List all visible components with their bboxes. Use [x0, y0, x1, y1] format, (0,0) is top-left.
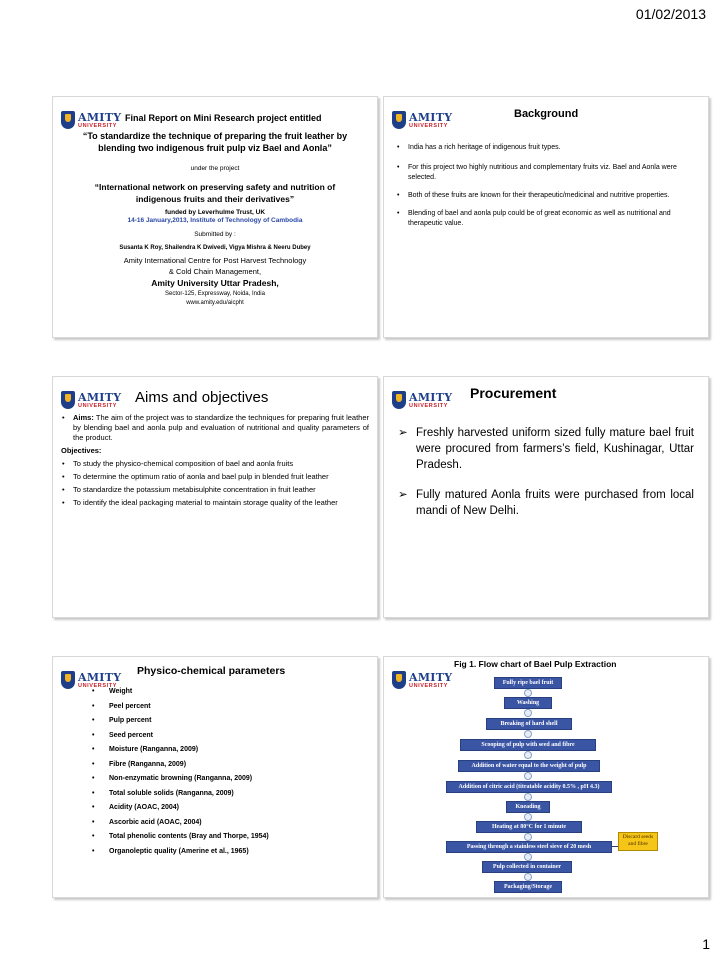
list-item: • Total soluble solids (Ranganna, 2009)	[91, 787, 369, 802]
flow-arrow-icon	[524, 873, 532, 881]
logo-word: AMITY	[78, 111, 122, 124]
flow-arrow-icon	[524, 793, 532, 801]
submitted-by: Submitted by :	[194, 231, 236, 238]
slide-heading: Procurement	[470, 385, 557, 401]
slide-flowchart	[383, 656, 709, 898]
aims-text: The aim of the project was to standardize the techniques for preparing fruit leather by blending bael and aonla pulp and evaluation of nutritional and quality parameters of the product.	[73, 413, 370, 442]
slide-procurement	[383, 376, 709, 618]
amity-logo	[392, 671, 453, 693]
flow-step: Addition of water equal to the weight of pulp	[458, 760, 600, 772]
arrow-bullet-icon: ➢	[398, 427, 408, 439]
flow-step: Fully ripe bael fruit	[494, 677, 562, 689]
aims-block: • Aims: The aim of the project was to standardize the techniques for preparing fruit leather by blending bael and aonla pulp and evaluation of nutritional and quality parameters of the product. Objectives: • To study the physico-chemical composition of bael and aonla fruits • To determine the optimum ratio of aonla and bael pulp in blended fruit leather • To standardize the potassium metabisulphite concentration in fruit leather • To identify the ideal packaging material to maintain storage quality of the leather	[61, 413, 369, 508]
amity-logo	[61, 391, 122, 413]
logo-sub: UNIVERSITY	[78, 123, 118, 129]
background-list	[396, 143, 698, 229]
flow-step: Washing	[504, 697, 552, 709]
network-title: “International network on preserving safety and nutrition of indigenous fruits and their derivatives”	[94, 182, 336, 204]
report-heading: Final Report on Mini Research project entitled	[125, 113, 322, 123]
flow-arrow-icon	[524, 730, 532, 738]
list-item: Fully matured Aonla fruits were purchased from local mandi of New Delhi.	[416, 489, 694, 517]
list-item: • Blending of bael and aonla pulp could be of great economic as well as nutritional and therapeutic value.	[396, 209, 698, 229]
slide-background	[383, 96, 709, 338]
slide-title	[52, 96, 378, 338]
slide-heading: Physico-chemical parameters	[137, 665, 286, 677]
logo-word: AMITY	[78, 671, 122, 684]
list-item: • Ascorbic acid (AOAC, 2004)	[91, 816, 369, 831]
logo-sub: UNIVERSITY	[409, 403, 449, 409]
objectives-label: Objectives:	[61, 446, 102, 455]
list-item: • India has a rich heritage of indigenous fruit types.	[396, 143, 698, 153]
list-item: • To identify the ideal packaging material to maintain storage quality of the leather	[61, 498, 369, 508]
list-item: • Seed percent	[91, 729, 369, 744]
project-title: “To standardize the technique of preparing the fruit leather by blending two indigenous fruit pulp viz Bael and Aonla”	[82, 131, 348, 153]
list-item: • Weight	[91, 685, 369, 700]
flow-step: Breaking of hard shell	[486, 718, 572, 730]
flow-step: Kneading	[506, 801, 550, 813]
under-project: under the project	[190, 165, 240, 172]
header-date: 01/02/2013	[635, 6, 706, 22]
flow-arrow-icon	[524, 751, 532, 759]
arrow-bullet-icon: ➢	[398, 489, 408, 501]
funded-by: funded by Leverhulme Trust, UK	[164, 209, 266, 216]
shield-icon	[61, 671, 75, 689]
logo-sub: UNIVERSITY	[78, 403, 118, 409]
list-item: • Total phenolic contents (Bray and Thorpe, 1954)	[91, 830, 369, 845]
list-item: • Acidity (AOAC, 2004)	[91, 801, 369, 816]
flow-step: Packaging/Storage	[494, 881, 562, 893]
centre-line-2: & Cold Chain Management,	[168, 267, 262, 276]
slide-aims	[52, 376, 378, 618]
list-item: Freshly harvested uniform sized fully mature bael fruit were procured from farmers’s field, Kushinagar, Uttar Pradesh.	[416, 427, 694, 471]
slide-parameters	[52, 656, 378, 898]
shield-icon	[392, 391, 406, 409]
flow-arrow-icon	[524, 813, 532, 821]
list-item: • Both of these fruits are known for their therapeutic/medicinal and nutritive properties.	[396, 191, 698, 201]
list-item: • Pulp percent	[91, 714, 369, 729]
address: Sector-125, Expressway, Noida, India	[165, 291, 265, 297]
list-item: • To standardize the potassium metabisulphite concentration in fruit leather	[61, 485, 369, 495]
logo-word: AMITY	[409, 391, 453, 404]
list-item: • Non-enzymatic browning (Ranganna, 2009)	[91, 772, 369, 787]
flow-step: Passing through a stainless steel sieve of 20 mesh	[446, 841, 612, 853]
logo-sub: UNIVERSITY	[409, 123, 449, 129]
flow-step: Heating at 80°C for 1 minute	[476, 821, 582, 833]
logo-word: AMITY	[78, 391, 122, 404]
event-line: 14-16 January,2013, Institute of Technology of Cambodia	[127, 217, 303, 224]
slide-heading: Background	[514, 108, 579, 120]
centre-line: Amity International Centre for Post Harvest Technology	[123, 256, 307, 265]
shield-icon	[392, 671, 406, 689]
list-item: • Organoleptic quality (Amerine et al., 1965)	[91, 845, 369, 860]
list-item: • To determine the optimum ratio of aonla and bael pulp in blended fruit leather	[61, 472, 369, 482]
aims-label: Aims:	[73, 413, 94, 422]
logo-word: AMITY	[409, 111, 453, 124]
logo-sub: UNIVERSITY	[78, 683, 118, 689]
objectives-list	[61, 459, 369, 508]
flow-arrow-icon	[524, 833, 532, 841]
list-item: • Moisture (Ranganna, 2009)	[91, 743, 369, 758]
logo-word: AMITY	[409, 671, 453, 684]
university-name: Amity University Uttar Pradesh,	[151, 278, 279, 288]
shield-icon	[61, 391, 75, 409]
procurement-list	[398, 425, 694, 519]
flow-step: Pulp collected in container	[482, 861, 572, 873]
page-number: 1	[702, 936, 710, 952]
shield-icon	[392, 111, 406, 129]
flow-arrow-icon	[524, 772, 532, 780]
list-item: • Fibre (Ranganna, 2009)	[91, 758, 369, 773]
discard-box: Discard seeds and fibre	[618, 832, 658, 851]
slide-heading: Aims and objectives	[135, 389, 269, 406]
flow-arrow-icon	[524, 853, 532, 861]
website-link[interactable]: www.amity.edu/aicpht	[186, 300, 244, 306]
parameters-list	[91, 685, 369, 859]
amity-logo	[392, 391, 453, 413]
flow-step: Addition of citric acid (titratable acidity 0.5% , pH 4.3)	[446, 781, 612, 793]
flow-step: Scooping of pulp with seed and fibre	[460, 739, 596, 751]
shield-icon	[61, 111, 75, 129]
flowchart-title: Fig 1. Flow chart of Bael Pulp Extraction	[454, 659, 617, 669]
flow-arrow-icon	[524, 709, 532, 717]
authors: Susanta K Roy, Shailendra K Dwivedi, Vigya Mishra & Neeru Dubey	[119, 245, 311, 251]
list-item: • For this project two highly nutritious and complementary fruits viz. Bael and Aonla were selected.	[396, 163, 698, 183]
list-item: • Peel percent	[91, 700, 369, 715]
list-item: • To study the physico-chemical composition of bael and aonla fruits	[61, 459, 369, 469]
logo-sub: UNIVERSITY	[409, 683, 449, 689]
flow-arrow-icon	[524, 689, 532, 697]
amity-logo	[392, 111, 453, 133]
